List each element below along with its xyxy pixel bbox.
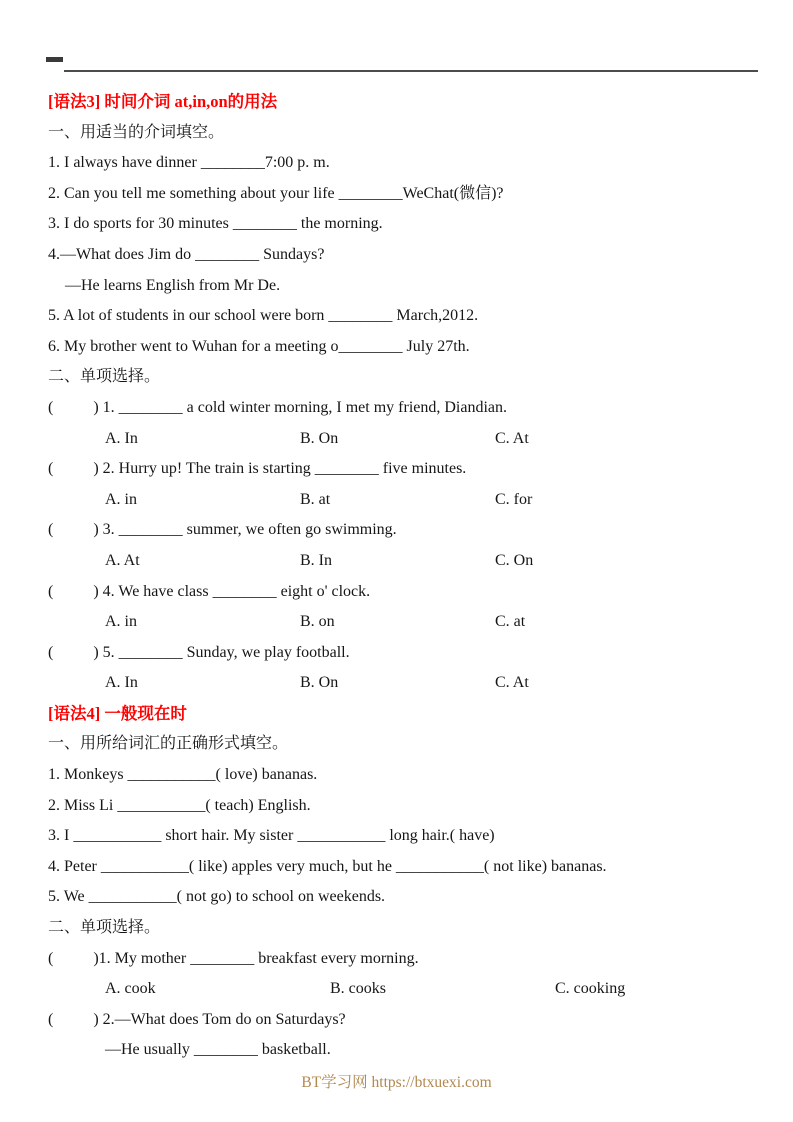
- option-a: A. At: [105, 551, 140, 569]
- fill-item-4: 4.—What does Jim do ________ Sundays?: [48, 245, 325, 263]
- option-b: B. On: [300, 429, 339, 447]
- question-stem-4: ( ) 4. We have class ________ eight o' clock.: [48, 582, 371, 600]
- options-row-5: [48, 668, 764, 699]
- option-c: C. cooking: [555, 980, 626, 998]
- question-2-reply: —He usually ________ basketball.: [105, 1041, 331, 1059]
- option-b: B. On: [300, 674, 339, 692]
- site-watermark: BT学习网 https://btxuexi.com: [301, 1074, 492, 1091]
- question-stem-3: ( ) 3. ________ summer, we often go swimming.: [48, 521, 397, 539]
- options-row-1: [48, 424, 764, 455]
- worksheet-content: [48, 87, 764, 1066]
- header-rule: [64, 70, 758, 72]
- fill-item-5: 5. A lot of students in our school were born ________ March,2012.: [48, 307, 479, 325]
- grammar3-fill-heading: 一、用适当的介词填空。: [48, 123, 225, 141]
- options-row-2: [48, 485, 764, 516]
- fill-item-2: 2. Can you tell me something about your life ________WeChat(微信)?: [48, 184, 504, 202]
- fill-item-3: 3. I ___________ short hair. My sister ___________ long hair.( have): [48, 827, 495, 845]
- option-a: A. in: [105, 490, 137, 508]
- question-stem-2: ( ) 2.—What does Tom do on Saturdays?: [48, 1010, 346, 1028]
- option-c: C. for: [495, 490, 533, 508]
- option-a: A. in: [105, 613, 137, 631]
- fill-item-5: 5. We ___________( not go) to school on weekends.: [48, 888, 386, 906]
- options-row-4: [48, 607, 764, 638]
- section-grammar3-title: [语法3] 时间介词 at,in,on的用法: [48, 92, 278, 111]
- options-row-1: [48, 974, 764, 1005]
- fill-item-6: 6. My brother went to Wuhan for a meeting o________ July 27th.: [48, 337, 470, 355]
- grammar4-choice-heading: 二、单项选择。: [48, 919, 161, 937]
- fill-item-2: 2. Miss Li ___________( teach) English.: [48, 796, 311, 814]
- question-stem-5: ( ) 5. ________ Sunday, we play football.: [48, 643, 350, 661]
- top-dash: [46, 57, 63, 62]
- option-c: C. at: [495, 613, 526, 631]
- fill-item-3: 3. I do sports for 30 minutes ________ the morning.: [48, 215, 383, 233]
- option-a: A. In: [105, 429, 138, 447]
- fill-item-1: 1. Monkeys ___________( love) bananas.: [48, 766, 318, 784]
- section-grammar4-title: [语法4] 一般现在时: [48, 703, 187, 723]
- options-row-3: [48, 546, 764, 577]
- option-a: A. In: [105, 674, 138, 692]
- fill-item-4: 4. Peter ___________( like) apples very much, but he ___________( not like) bananas.: [48, 857, 607, 875]
- fill-item-1: 1. I always have dinner ________7:00 p. m.: [48, 154, 330, 172]
- option-c: C. At: [495, 674, 529, 692]
- option-b: B. at: [300, 490, 331, 508]
- option-b: B. on: [300, 613, 335, 631]
- grammar4-fill-heading: 一、用所给词汇的正确形式填空。: [48, 735, 289, 753]
- grammar3-choice-heading: 二、单项选择。: [48, 368, 161, 386]
- question-stem-1: ( )1. My mother ________ breakfast every morning.: [48, 949, 419, 967]
- question-stem-1: ( ) 1. ________ a cold winter morning, I met my friend, Diandian.: [48, 398, 508, 416]
- option-c: C. On: [495, 551, 534, 569]
- question-stem-2: ( ) 2. Hurry up! The train is starting ________ five minutes.: [48, 460, 467, 478]
- option-b: B. In: [300, 551, 332, 569]
- option-c: C. At: [495, 429, 529, 447]
- option-b: B. cooks: [330, 980, 386, 998]
- fill-item-4-reply: —He learns English from Mr De.: [65, 276, 281, 294]
- option-a: A. cook: [105, 980, 156, 998]
